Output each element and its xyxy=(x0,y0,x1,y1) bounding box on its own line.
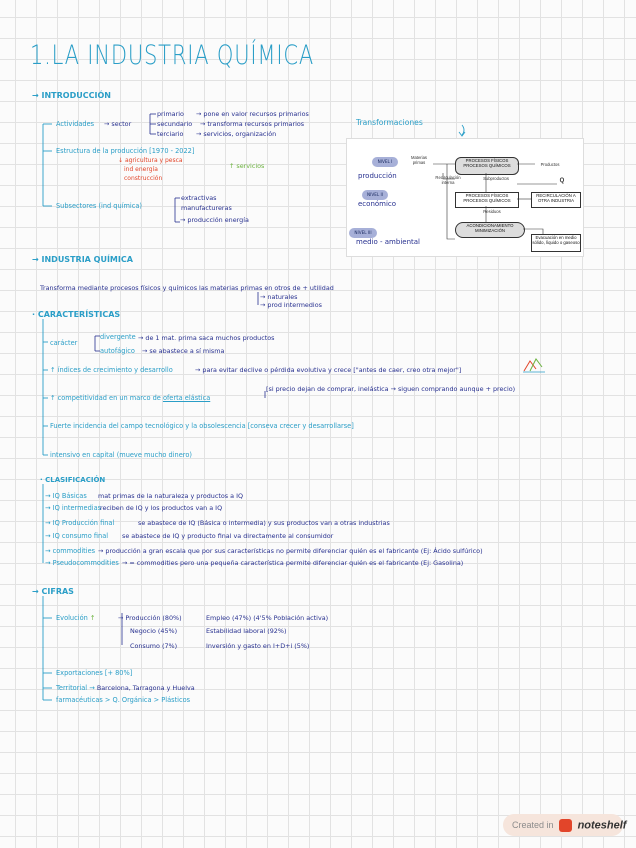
territorial-label: Territorial → Barcelona, Tarragona y Huelva xyxy=(56,684,195,692)
consumo-label: → IQ consumo final xyxy=(45,532,109,540)
intermedias-label: → IQ intermedias xyxy=(45,504,102,512)
section-heading: CIFRAS xyxy=(41,587,74,596)
section-industria: → INDUSTRIA QUÍMICA xyxy=(32,255,133,264)
productos-text: Productos xyxy=(540,162,560,167)
residuos-text: Residuos xyxy=(483,209,501,214)
territorial-text: Territorial xyxy=(56,684,88,692)
section-heading: CARACTERÍSTICAS xyxy=(37,310,121,319)
section-heading: INTRODUCCIÓN xyxy=(41,91,111,100)
energia-text: producción energía xyxy=(187,216,249,224)
commodities-text: commodities xyxy=(52,547,96,555)
naturales-text: naturales xyxy=(267,293,298,301)
basicas-label: → IQ Básicas xyxy=(45,492,87,500)
primario-desc: → pone en valor recursos primarios xyxy=(196,110,309,118)
oferta-elastica-text: oferta elástica xyxy=(162,394,211,402)
page-title: 1.LA INDUSTRIA QUÍMICA xyxy=(30,40,315,71)
competitividad-label: ↑ competitividad en un marco de oferta elástica xyxy=(50,394,211,402)
indices-desc-text: para evitar declive o pérdida evolutiva y crece ["antes de caer, creo otra mejor"] xyxy=(202,366,462,374)
medio-level-label: medio - ambiental xyxy=(356,238,420,246)
section-introduccion: → INTRODUCCIÓN xyxy=(32,91,111,100)
agri-label: ↓ agricultura y pesca xyxy=(118,157,183,164)
noteshelf-brand: noteshelf xyxy=(577,819,627,832)
naturales-label: → naturales xyxy=(260,293,298,301)
nivel3-pill: NIVEL III xyxy=(349,228,377,238)
sector-label: → sector xyxy=(104,120,132,128)
prod-final-text: IQ Producción final xyxy=(52,519,115,527)
territorial-desc-text: Barcelona, Tarragona y Huelva xyxy=(96,684,195,692)
created-in-badge xyxy=(503,814,627,836)
secundario-label: secundario xyxy=(157,120,193,128)
produccion-level-label: producción xyxy=(358,172,397,180)
created-in-text: Created in xyxy=(512,819,554,830)
prod-final-desc: se abastece de IQ (Básica o intermedia) y sus productos van a otras industrias xyxy=(138,519,390,527)
intensivo-capital: intensivo en capital (mueve mucho dinero) xyxy=(50,451,192,459)
subsectores-label: Subsectores (ind química) xyxy=(56,202,142,210)
growth-sketch-icon xyxy=(522,357,546,373)
exportaciones-label: Exportaciones [+ 80%] xyxy=(56,669,133,677)
oferta-desc: [si precio dejan de comprar, inelástica → siguen comprando aunque + precio) xyxy=(266,385,516,393)
produccion-stat-text: Producción (80%) xyxy=(125,614,182,622)
intermedios-label: → prod intermedios xyxy=(260,301,322,309)
nivel1-pill: NIVEL I xyxy=(372,157,398,167)
section-clasificacion: · CLASIFICACIÓN xyxy=(40,476,106,484)
energia-label: → producción energía xyxy=(180,216,249,224)
estabilidad-stat: Estabilidad laboral (92%) xyxy=(206,627,287,635)
manufactureras-label: manufactureras xyxy=(181,204,232,212)
q-text: Q xyxy=(559,178,565,184)
divergente-label: divergente xyxy=(100,333,136,341)
materias-text: Materias primas xyxy=(410,155,428,165)
consumo-stat: Consumo (7%) xyxy=(130,642,178,650)
indices-label: ↑ índices de crecimiento y desarrollo xyxy=(50,366,173,374)
procesos-box: PROCESOS FÍSICOS PROCESOS QUÍMICOS xyxy=(455,157,519,175)
empleo-stat: Empleo (47%) (4'5% Población activa) xyxy=(206,614,329,622)
secundario-desc-text: transforma recursos primarios xyxy=(207,120,305,128)
cons-label: construcción xyxy=(124,175,163,182)
indices-text: índices de crecimiento y desarrollo xyxy=(57,366,173,374)
recirc-interna-text: Recirculación interna xyxy=(435,175,461,185)
section-heading: CLASIFICACIÓN xyxy=(45,476,106,484)
indices-desc: → para evitar declive o pérdida evolutiva y crece ["antes de caer, creo otra mejor"] xyxy=(195,366,462,374)
servicios-label: ↑ servicios xyxy=(229,162,265,170)
divergente-desc: → de 1 mat. prima saca muchos productos xyxy=(138,334,275,342)
prod-final-label: → IQ Producción final xyxy=(45,519,115,527)
basicas-desc: mat primas de la naturaleza y productos a IQ xyxy=(98,492,243,500)
intermedias-text: IQ intermedias xyxy=(52,504,102,512)
acond-box: ACONDICIONAMIENTO MINIMIZACIÓN xyxy=(455,222,525,238)
pseudo-label: → Pseudocommodities xyxy=(45,559,119,567)
caracter-label: carácter xyxy=(50,339,78,347)
pseudo-text: Pseudocommodities xyxy=(52,559,119,567)
pseudo-desc-text: = commodities pero una pequeña característica permite diferenciar quién es el fabricante (Ej: Gasolina) xyxy=(129,559,464,567)
farma-label: farmacéuticas > Q. Orgánica > Plásticos xyxy=(56,696,191,704)
primario-desc-text: pone en valor recursos primarios xyxy=(203,110,309,118)
up-arrow-icon: ↑ xyxy=(89,614,96,622)
nivel2-pill: NIVEL II xyxy=(362,190,388,200)
industria-definition: Transforma mediante procesos físicos y químicos las materias primas en otros de + utilidad xyxy=(40,284,334,292)
recirc-otra-box: RECIRCULACIÓN A OTRA INDUSTRIA xyxy=(531,192,581,208)
noteshelf-logo-icon xyxy=(559,819,572,832)
competitividad-text: competitividad en un marco de xyxy=(57,394,161,402)
section-heading: INDUSTRIA QUÍMICA xyxy=(41,255,133,264)
terciario-label: terciario xyxy=(157,130,184,138)
intermedios-text: prod intermedios xyxy=(267,301,322,309)
extractivas-label: extractivas xyxy=(181,194,217,202)
ind-label: ind energía xyxy=(124,166,158,173)
evolucion-label xyxy=(56,614,95,622)
commodities-desc: → producción a gran escala que por sus características no permite diferenciar quién es el fabricante (Ej: Ácido sulfúrico) xyxy=(98,547,483,555)
fuerte-incidencia: Fuerte incidencia del campo tecnológico y la obsolescencia [conseva crecer y desarrollarse] xyxy=(50,422,354,430)
sector-text: sector xyxy=(111,120,132,128)
actividades-label: Actividades xyxy=(56,120,95,128)
section-caracteristicas: · CARACTERÍSTICAS xyxy=(32,310,121,319)
estructura-label: Estructura de la producción [1970 - 2022] xyxy=(56,147,195,155)
agri-text: agricultura y pesca xyxy=(124,157,183,164)
consumo-text: IQ consumo final xyxy=(52,532,109,540)
consumo-desc: se abastece de IQ y producto final va directamente al consumidor xyxy=(122,532,334,540)
terciario-desc: → servicios, organización xyxy=(196,130,277,138)
autofagico-label: autofágico xyxy=(100,347,135,355)
commodities-desc-text: producción a gran escala que por sus características no permite diferenciar quién es el fabricante (Ej: Ácido sulfúrico) xyxy=(105,547,483,555)
autofagico-desc-text: se abastece a sí misma xyxy=(149,347,225,355)
transformaciones-label: Transformaciones xyxy=(356,118,423,127)
terciario-desc-text: servicios, organización xyxy=(203,130,277,138)
autofagico-desc: → se abastece a sí misma xyxy=(142,347,225,355)
economico-level-label: económico xyxy=(358,200,397,208)
evacuacion-box: Evacuación en medio sólido, líquido o gaseoso xyxy=(531,234,581,252)
servicios-text: servicios xyxy=(236,162,265,170)
pseudo-desc: → = commodities pero una pequeña característica permite diferenciar quién es el fabricante (Ej: Gasolina) xyxy=(122,559,464,567)
inversion-stat: Inversión y gasto en I+D+i (5%) xyxy=(206,642,310,650)
section-cifras: → CIFRAS xyxy=(32,587,74,596)
basicas-text: IQ Básicas xyxy=(52,492,87,500)
subproductos-text: Subproductos xyxy=(483,176,509,181)
primario-label: primario xyxy=(157,110,184,118)
evolucion-text: Evolución xyxy=(56,614,88,622)
procesos2-box: PROCESOS FÍSICOS PROCESOS QUÍMICOS xyxy=(455,192,519,208)
intermedias-desc: reciben de IQ y los productos van a IQ xyxy=(100,504,223,512)
divergente-desc-text: de 1 mat. prima saca muchos productos xyxy=(145,334,275,342)
secundario-desc: → transforma recursos primarios xyxy=(200,120,305,128)
produccion-stat: → Producción (80%) xyxy=(118,614,182,622)
negocio-stat: Negocio (45%) xyxy=(130,627,178,635)
commodities-label: → commodities xyxy=(45,547,96,555)
